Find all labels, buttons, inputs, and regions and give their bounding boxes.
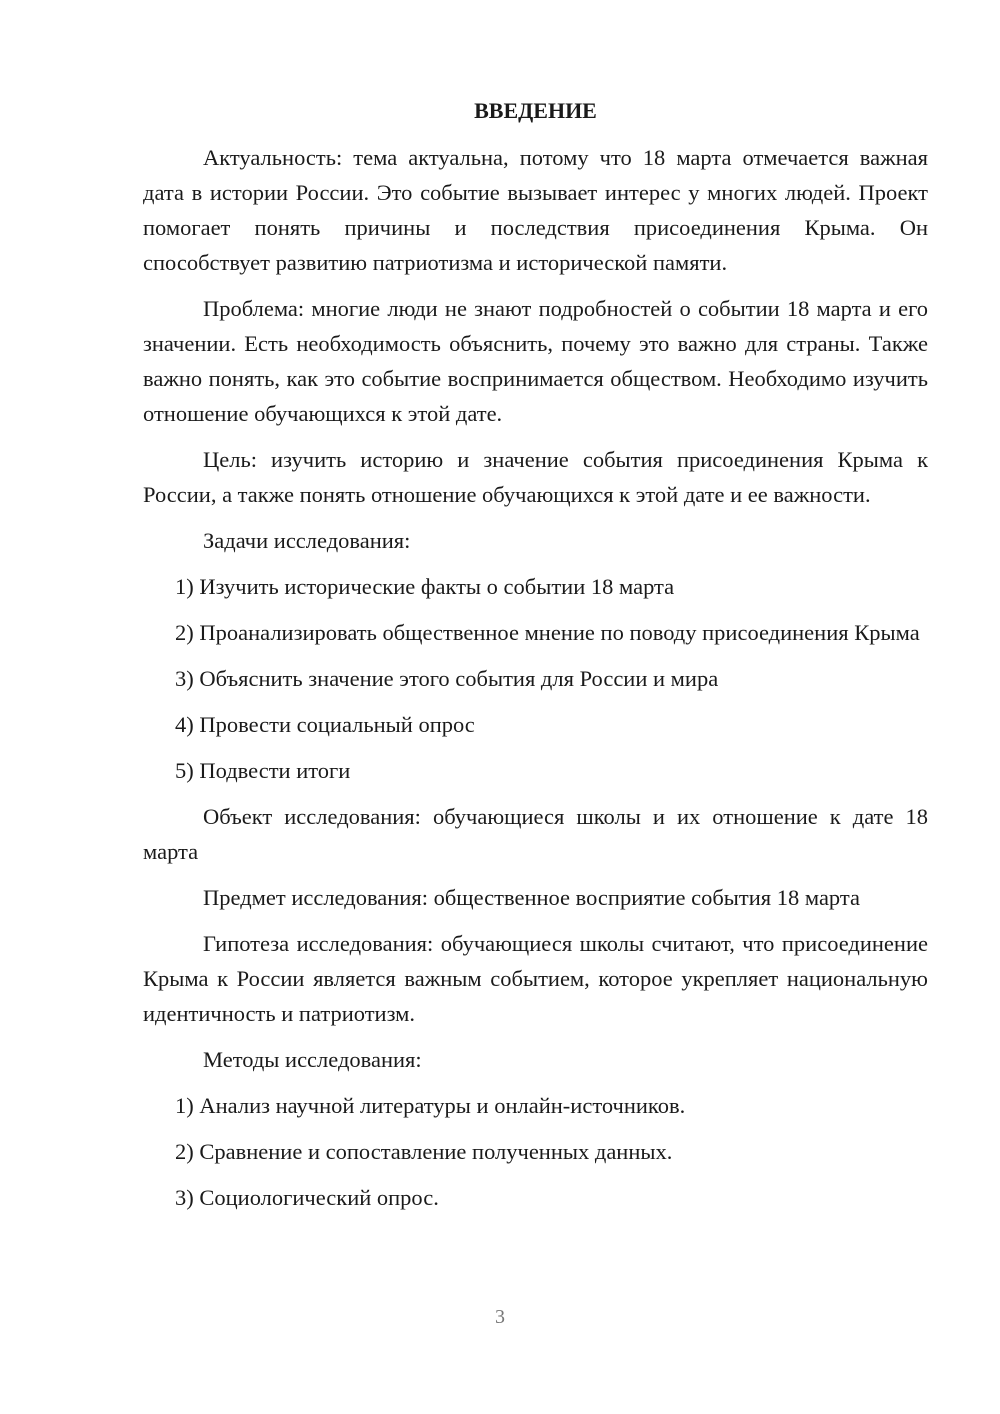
document-body — [143, 140, 928, 1215]
paragraph: Объект исследования: обучающиеся школы и их отношение к дате 18 марта — [143, 804, 928, 864]
page-title: ВВЕДЕНИЕ — [474, 98, 597, 123]
list-item: 2) Проанализировать общественное мнение по поводу присоединения Крыма — [175, 620, 920, 645]
list-item: 2) Сравнение и сопоставление полученных данных. — [175, 1139, 673, 1164]
paragraph: Проблема: многие люди не знают подробностей о событии 18 марта и его значении. Есть необходимость объяснить, почему это важно для страны. Также важно понять, как это событие воспринимается обществом. Необходимо изучить отношение обучающихся к этой дате. — [143, 296, 928, 426]
paragraph: Задачи исследования: — [203, 528, 411, 553]
list-item: 1) Изучить исторические факты о событии 18 марта — [175, 574, 675, 599]
list-item: 4) Провести социальный опрос — [175, 712, 475, 737]
paragraph: Предмет исследования: общественное восприятие события 18 марта — [203, 885, 860, 910]
list-item: 3) Социологический опрос. — [175, 1185, 439, 1210]
paragraph: Методы исследования: — [203, 1047, 422, 1072]
document-page — [143, 96, 928, 1226]
page-number: 3 — [495, 1306, 505, 1328]
list-item: 3) Объяснить значение этого события для России и мира — [175, 666, 719, 691]
paragraph: Гипотеза исследования: обучающиеся школы считают, что присоединение Крыма к России является важным событием, которое укрепляет национальную идентичность и патриотизм. — [143, 931, 928, 1026]
paragraph: Актуальность: тема актуальна, потому что 18 марта отмечается важная дата в истории России. Это событие вызывает интерес у многих людей. Проект помогает понять причины и последствия присоединения Крыма. Он способствует развитию патриотизма и исторической памяти. — [143, 145, 928, 275]
paragraph: Цель: изучить историю и значение события присоединения Крыма к России, а также понять отношение обучающихся к этой дате и ее важности. — [143, 447, 928, 507]
list-item: 1) Анализ научной литературы и онлайн-источников. — [175, 1093, 686, 1118]
list-item: 5) Подвести итоги — [175, 758, 351, 783]
